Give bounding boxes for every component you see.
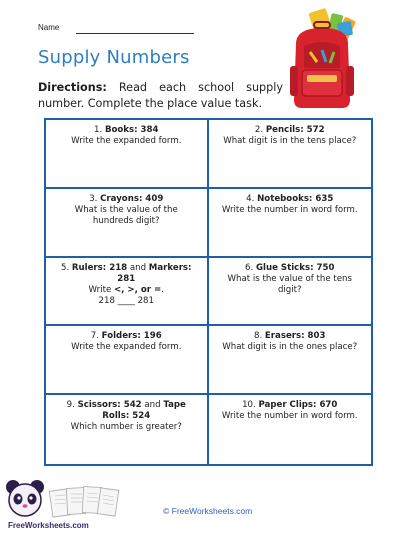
problem-task: Write the number in word form. [221,204,358,215]
problem-cell-7: 7. Folders: 196 Write the expanded form. [46,326,209,395]
name-blank-line[interactable] [76,33,194,34]
problem-task: What is the value of the tens digit? [227,273,352,295]
compare-blank[interactable]: 218 ____ 281 [98,295,154,306]
backpack-illustration [282,8,364,112]
problem-cell-9: 9. Scissors: 542 and Tape Rolls: 524 Which number is greater? [46,395,209,464]
name-label: Name [38,23,60,32]
problem-cell-1: 1. Books: 384 Write the expanded form. [46,120,209,189]
problem-cell-2: 2. Pencils: 572 What digit is in the tens place? [209,120,372,189]
panda-logo-icon [3,478,47,522]
problem-cell-10: 10. Paper Clips: 670 Write the number in word form. [221,400,358,422]
problem-task: Write the number in word form. [221,411,358,422]
directions-text: Read each school supply number. Complete the place value task. [38,81,283,110]
problem-cell-6: 6. Glue Sticks: 750 What is the value of the tens digit? [209,258,372,327]
directions [38,80,283,112]
footer-copyright-link[interactable]: © FreeWorksheets.com [163,506,253,516]
problem-cell-3: 3. Crayons: 409 What is the value of the hundreds digit? [46,189,209,258]
problem-cell-5: 5. Rulers: 218 and Markers: 281 Write <, >, or =. 218 ____ 281 [46,258,209,327]
problem-task: Which number is greater? [70,422,182,433]
worksheet-thumbnails [49,484,127,520]
problems-grid [44,118,373,466]
problem-task: What digit is in the ones place? [222,342,358,353]
problem-cell-4: 4. Notebooks: 635 Write the number in word form. [209,189,372,258]
problem-task: Write the expanded form. [71,136,182,146]
logo-text: FreeWorksheets.com [8,521,89,530]
directions-label: Directions: [38,81,107,94]
problem-task: What digit is in the tens place? [223,136,357,146]
problem-task: Write the expanded form. [71,342,182,353]
problem-task: What is the value of the hundreds digit? [74,204,178,226]
page-title: Supply Numbers [38,47,190,68]
problem-cell-8: 8. Erasers: 803 What digit is in the ones place? [209,326,372,395]
